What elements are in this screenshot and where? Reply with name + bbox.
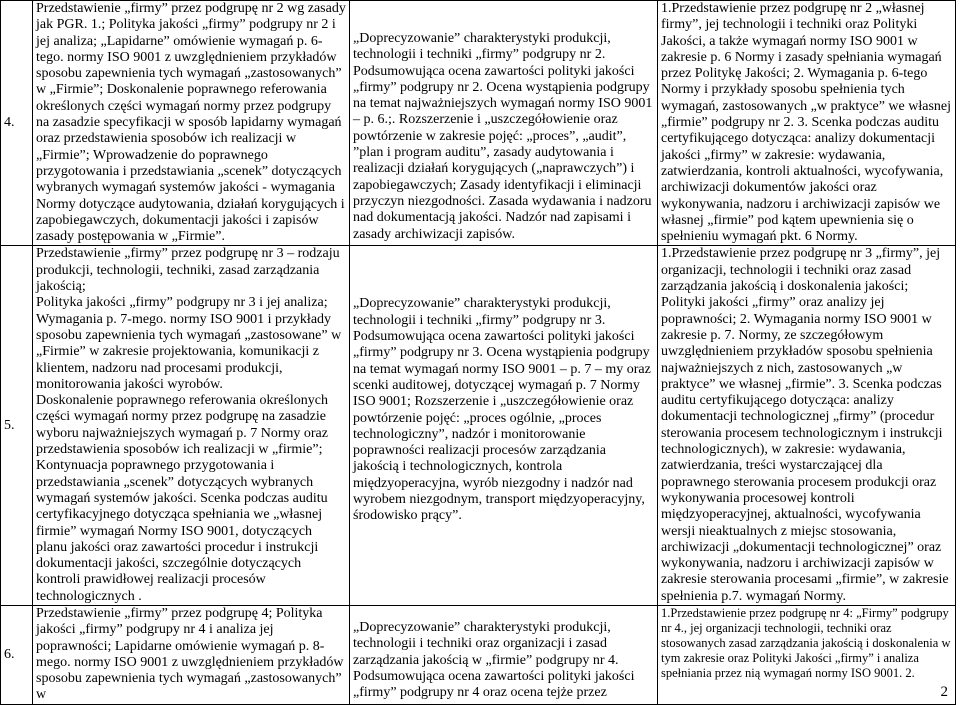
content-cell — [350, 605, 658, 704]
cell-paragraph: „Doprecyzowanie” charakterystyki produkcji, technologii i techniki oraz organizacji i zasad zarządzania jakością w „firmie” podgrupy nr 4. Podsumowująca ocena zawartości polityki jakości „firmy” podgrupy nr 4 oraz ocena tejże przez — [353, 619, 635, 701]
exercise-cell — [658, 1, 956, 246]
cell-paragraph: 1.Przedstawienie przez podgrupę nr 2 „własnej firmy”, jej technologii i techniki oraz Polityki Jakości, a także wymagań normy ISO 9001 w zakresie p. 6 Normy i zasady spełniania wymagań przez Politykę Jakości; 2. Wymagania p. 6-tego Normy i przykłady sposobu spełnienia tych wymagań, zastosowanych „w praktyce” we własnej „firmie” podgrupy nr 2. 3. Scenka podczas auditu certyfikującego dotycząca: analizy dokumentacji jakości „firmy” w zakresie: wydawania, zatwierdzania, kontroli aktualności, wycofywania, archiwizacji dokumentów jakości oraz wykonywania, nadzoru i archiwizacji zapisów we własnej „firmie” pod kątem upewnienia się o spełnieniu wymagań pkt. 6 Normy. — [661, 1, 952, 245]
content-cell — [350, 1, 658, 246]
cell-paragraph: Przedstawienie „firmy” przez podgrupę nr 3 – rodzaju produkcji, technologii, techniki, zasad zarządzania jakością; — [36, 246, 340, 295]
cell-paragraph: Polityka jakości „firmy” podgrupy nr 3 i jej analiza; Wymagania p. 7-mego. normy ISO 9001 i przykłady sposobu zapewnienia tych wymagań „zastosowane” w „Firmie” w zakresie projektowania, komunikacji z klientem, nadzoru nad procesami produkcji, monitorowania jakości wyrobów. — [36, 295, 342, 392]
cell-paragraph: Przedstawienie „firmy” przez podgrupę 4; Polityka jakości „firmy” podgrupy nr 4 i analiza jej poprawności; Lapidarne omówienie wymagań p. 8-mego. normy ISO 9001 z uwzględnieniem przykładów sposobu zapewnienia tych wymagań „zastosowanych” w — [36, 605, 344, 703]
topic-cell — [33, 1, 350, 246]
topic-cell — [33, 605, 350, 704]
topic-cell — [33, 246, 350, 606]
table-row — [1, 605, 956, 704]
content-cell — [350, 246, 658, 606]
cell-paragraph: Doskonalenie poprawnego referowania określonych części wymagań normy przez podgrupę na zasadzie wyboru najważniejszych wymagań p. 7 Normy oraz przedstawienia sposobów ich realizacji w „firmie”; Kontynuacja poprawnego przygotowania i przedstawiania „scenek” dotyczących wybranych wymagań systemów jakości. Scenka podczas auditu certyfikacyjnego dotycząca spełniania we „własnej firmie” wymagań Normy ISO 9001, dotyczących planu jakości oraz zawartości procedur i instrukcji dokumentacji jakości, szczególnie dotyczących kontroli prawidłowej realizacji procesów technologicznych . — [36, 393, 328, 604]
page-number: 2 — [940, 683, 948, 700]
cell-paragraph: „Doprecyzowanie” charakterystyki produkcji, technologii i techniki „firmy” podgrupy nr 2. Podsumowująca ocena zawartości polityki jakości „firmy” podgrupy nr 2. Ocena wystąpienia podgrupy na temat najważniejszych wymagań normy ISO 9001 – p. 6.;. Rozszerzenie i „uszczegółowienie oraz powtórzenie w zakresie pojęć: „proces”, „audit”, ”plan i program auditu”, zasady audytowania i realizacji działań korygujących („naprawczych”) i zapobiegawczych; Zasady identyfikacji i eliminacji przyczyn niezgodności. Zasada wydawania i nadzoru nad dokumentacją jakości. Nadzór nad zapisami i zasady archiwizacji zapisów. — [353, 31, 653, 242]
row-number: 5. — [1, 246, 33, 606]
row-number: 4. — [1, 1, 33, 246]
exercise-cell — [658, 246, 956, 606]
cell-paragraph: 1.Przedstawienie przez podgrupę nr 3 „firmy”, jej organizacji, technologii i techniki oraz zasad zarządzania jakością i doskonalenia jakości; Polityki jakości „firmy” oraz analizy jej poprawności; 2. Wymagania normy ISO 9001 w zakresie p. 7. Normy, ze szczegółowym uwzględnieniem przykładów sposobu spełnienia najważniejszych z nich, zastosowanych „w praktyce” we własnej „firmie”. 3. Scenka podczas auditu certyfikującego dotycząca: analizy dokumentacji technologicznej „firmy” (procedur sterowania procesem technologicznym i instrukcji technologicznych), w zakresie: wydawania, zatwierdzania, treści wystarczającej dla poprawnego sterowania procesem produkcji oraz wykonywania procesowej kontroli międzyoperacyjnej, aktualności, wycofywania wersji nieaktualnych z miejsc stosowania, archiwizacji „dokumentacji technologicznej” oraz wykonywania, nadzoru i archiwizacji zapisów w zakresie sterowania procesami „firmie”, w zakresie spełnienia p.7. wymagań Normy. — [661, 246, 949, 604]
table-row — [1, 1, 956, 246]
table-row — [1, 246, 956, 606]
cell-paragraph: 1.Przedstawienie przez podgrupę nr 4: „Firmy” podgrupy nr 4., jej organizacji technologii, techniki oraz stosowanych zasad zarządzania jakością i doskonalenia w tym zakresie oraz Polityki Jakości „firmy” i analiza spełniania przez nią wymagań normy ISO 9001. 2. — [661, 605, 951, 680]
row-number: 6. — [1, 605, 33, 704]
cell-paragraph: Przedstawienie „firmy” przez podgrupę nr 2 wg zasady jak PGR. 1.; Polityka jakości „firmy” podgrupy nr 2 i jej analiza; „Lapidarne” omówienie wymagań p. 6-tego. normy ISO 9001 z uwzględnieniem przykładów sposobu zapewnienia tych wymagań „zastosowanych” w „Firmie”; Doskonalenie poprawnego referowania określonych części wymagań normy przez podgrupy na zasadzie specyfikacji w sposób lapidarny wymagań oraz przedstawienia sposobów ich realizacji w „Firmie”; Wprowadzenie do poprawnego przygotowania i przedstawiania „scenek” dotyczących wybranych wymagań systemów jakości - wymagania Normy dotyczące audytowania, działań korygujących i zapobiegawczych, dokumentacji jakości i zapisów zasady postępowania w „Firmie”. — [36, 1, 346, 245]
exercise-cell — [658, 605, 956, 704]
cell-paragraph: „Doprecyzowanie” charakterystyki produkcji, technologii i techniki „firmy” podgrupy nr 3. Podsumowująca ocena zawartości polityki jakości „firmy” podgrupy nr 3. Ocena wystąpienia podgrupy na temat wymagań normy ISO 9001 – p. 7 – my oraz scenki auditowej, dotyczącej wymagań p. 7 Normy ISO 9001; Rozszerzenie i „uszczegółowienie oraz powtórzenie pojęć: „proces ogólnie, „proces technologiczny”, nadzór i monitorowanie poprawności realizacji procesów zarządzania jakością i technologicznych, kontrola międzyoperacyjna, wyrób niezgodny i nadzór nad wyrobem niezgodnym, transport międzyoperacyjny, środowisko prący”. — [353, 296, 651, 524]
